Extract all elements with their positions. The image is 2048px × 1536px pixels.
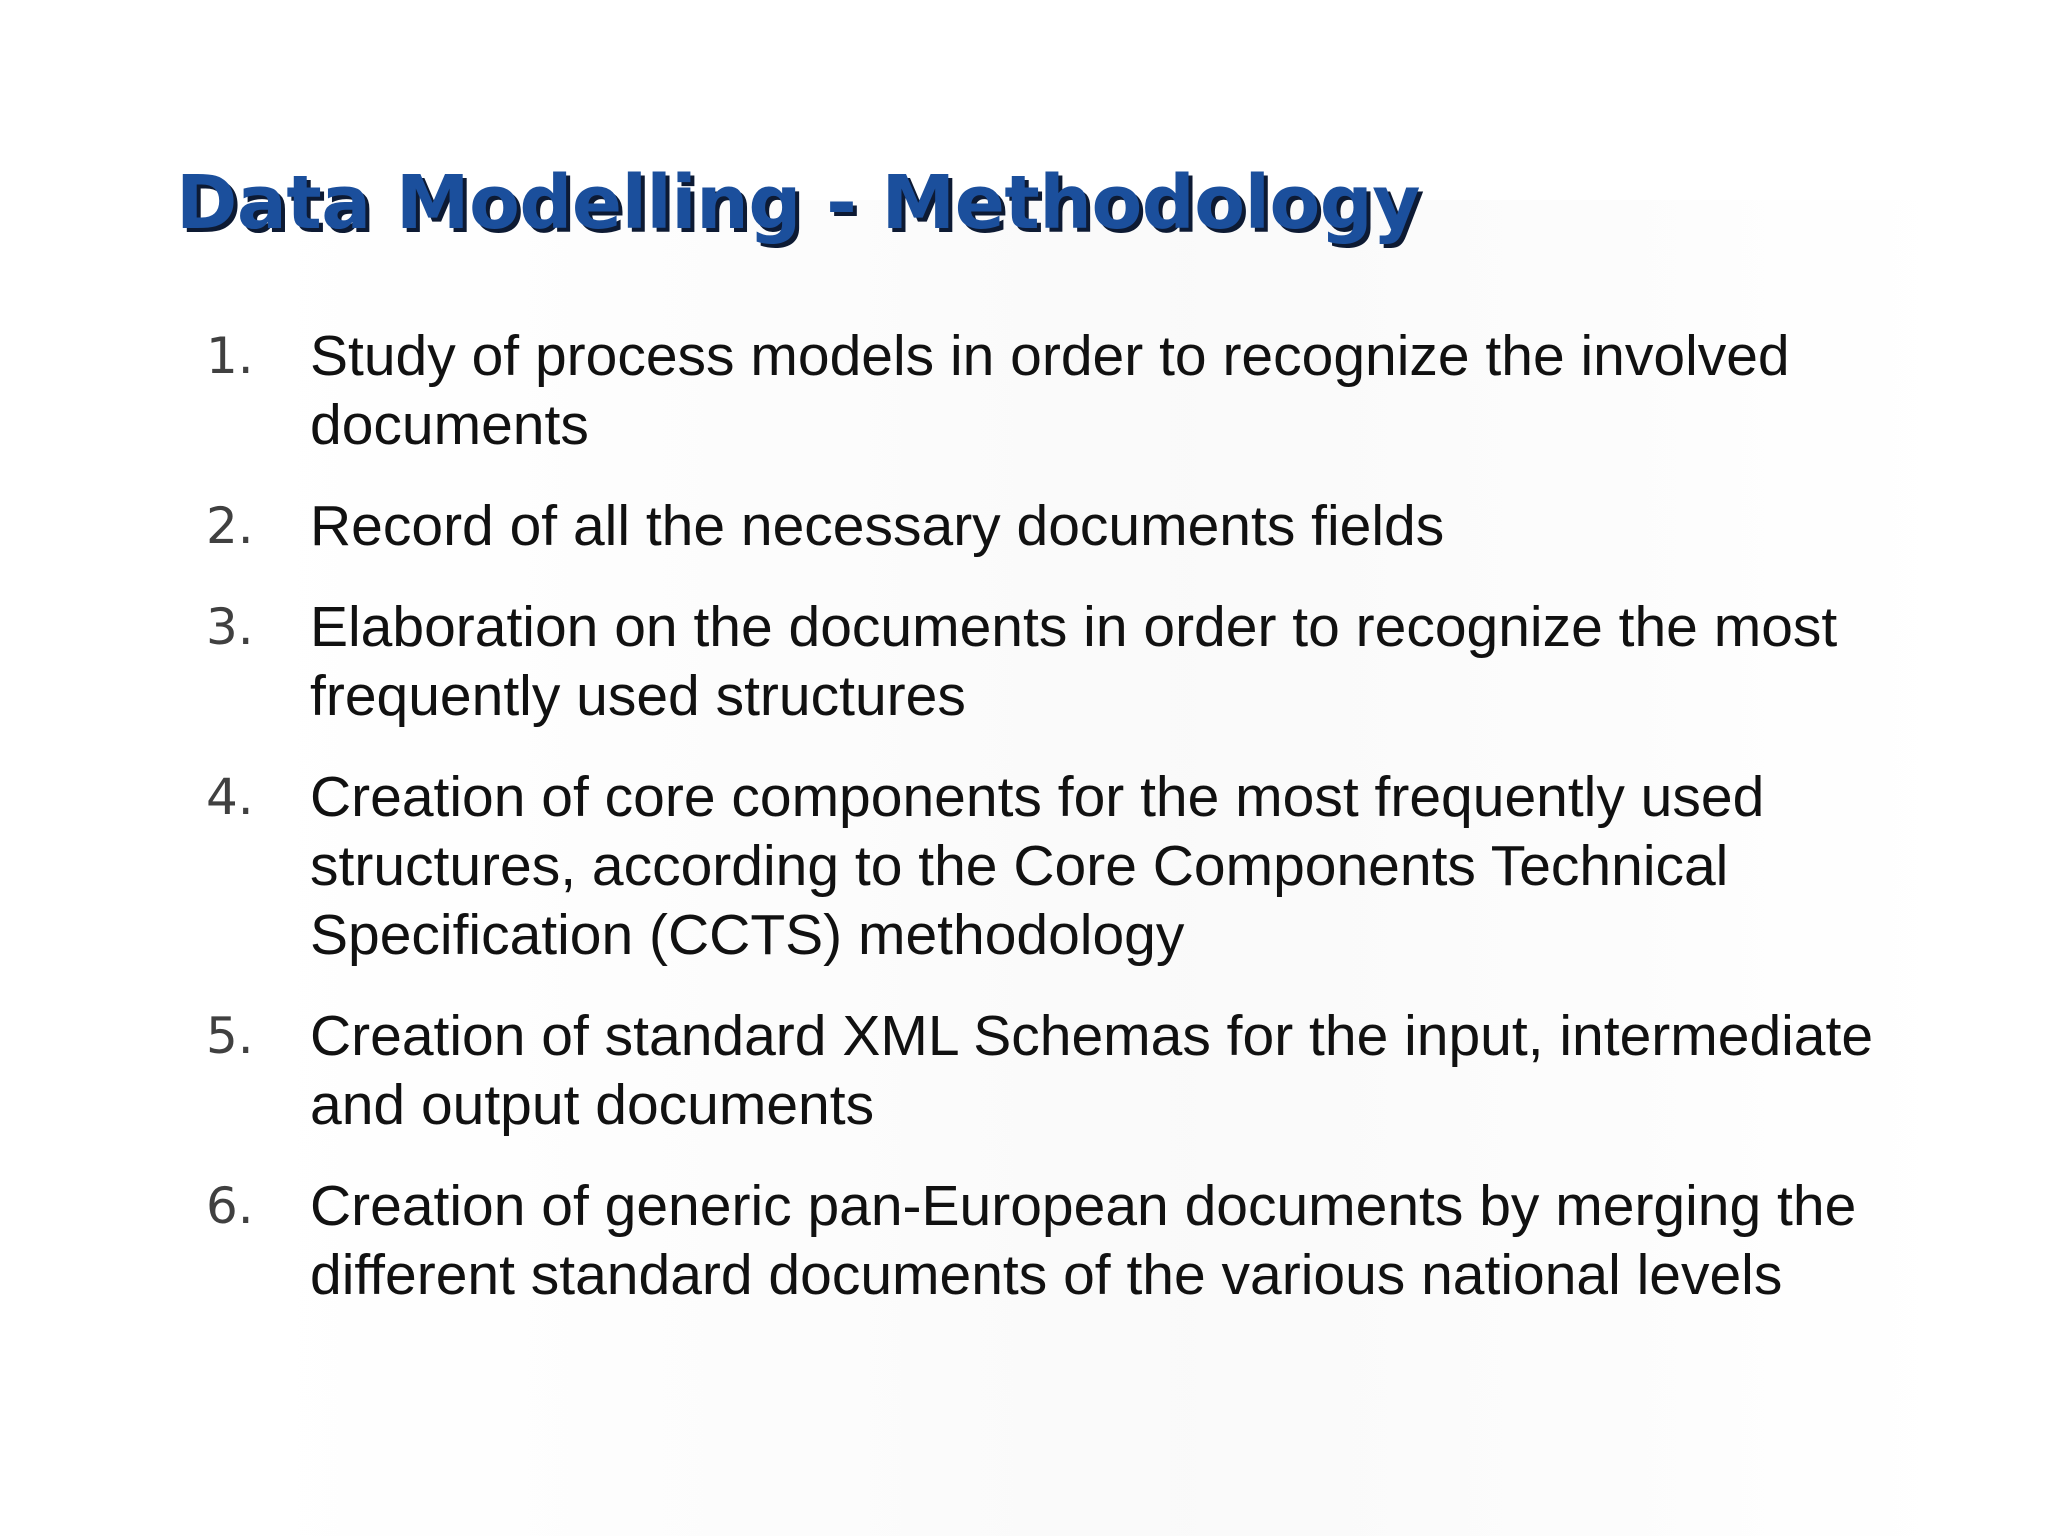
item-number: 2. bbox=[206, 497, 254, 555]
item-number: 3. bbox=[206, 598, 254, 656]
item-text: Creation of standard XML Schemas for the input, intermediate and output documents bbox=[310, 1004, 1874, 1137]
methodology-list bbox=[206, 322, 1906, 1342]
list-item bbox=[206, 1002, 1906, 1140]
slide-title: Data Modelling - Methodology bbox=[176, 160, 1420, 246]
list-item bbox=[206, 322, 1906, 460]
item-number: 1. bbox=[206, 327, 254, 385]
item-text: Creation of generic pan-European documents by merging the different standard documents of the various national levels bbox=[310, 1174, 1857, 1307]
item-text: Record of all the necessary documents fields bbox=[310, 494, 1445, 558]
list-item bbox=[206, 763, 1906, 970]
list-item bbox=[206, 492, 1906, 561]
item-number: 6. bbox=[206, 1177, 254, 1235]
item-number: 5. bbox=[206, 1007, 254, 1065]
list-item bbox=[206, 1172, 1906, 1310]
item-text: Elaboration on the documents in order to recognize the most frequently used structures bbox=[310, 595, 1838, 728]
list-item bbox=[206, 593, 1906, 731]
item-number: 4. bbox=[206, 768, 254, 826]
item-text: Study of process models in order to recognize the involved documents bbox=[310, 324, 1790, 457]
item-text: Creation of core components for the most frequently used structures, according to the Core Components Technical Specification (CCTS) methodology bbox=[310, 765, 1765, 967]
